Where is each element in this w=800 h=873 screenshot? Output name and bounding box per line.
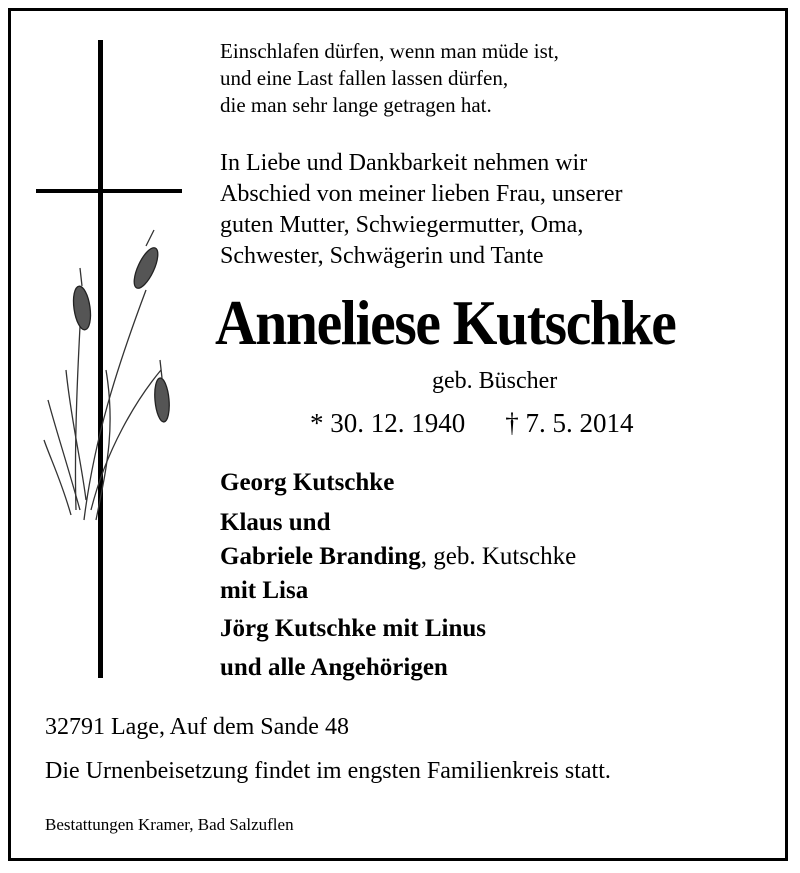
family-name-plain: , geb. Kutschke	[420, 543, 577, 570]
verse-line: Einschlafen dürfen, wenn man müde ist,	[220, 39, 559, 63]
verse	[220, 38, 559, 119]
family-line	[220, 542, 576, 572]
birth-name: geb. Büscher	[432, 368, 558, 394]
verse-line: die man sehr lange getragen hat.	[220, 93, 492, 117]
intro-text	[220, 148, 623, 272]
intro-line: Abschied von meiner lieben Frau, unserer	[220, 181, 623, 207]
life-dates	[310, 408, 634, 438]
cross-with-wheat	[36, 40, 186, 680]
address: 32791 Lage, Auf dem Sande 48	[45, 714, 349, 740]
birth-date: * 30. 12. 1940	[310, 408, 466, 438]
urn-notice: Die Urnenbeisetzung findet im engsten Familienkreis statt.	[45, 758, 611, 784]
deceased-name: Anneliese Kutschke	[215, 287, 676, 358]
cross-icon	[36, 40, 182, 678]
family-line: Klaus und	[220, 509, 331, 536]
verse-line: und eine Last fallen lassen dürfen,	[220, 66, 509, 90]
family-line: und alle Angehörigen	[220, 654, 448, 681]
family-name-bold: Gabriele Branding	[220, 543, 421, 570]
family-line: mit Lisa	[220, 577, 309, 604]
undertaker: Bestattungen Kramer, Bad Salzuflen	[45, 815, 294, 834]
family-line: Georg Kutschke	[220, 469, 395, 496]
death-date: † 7. 5. 2014	[505, 408, 634, 438]
wheat-icon	[44, 230, 171, 520]
family-line: Jörg Kutschke mit Linus	[220, 615, 487, 642]
intro-line: In Liebe und Dankbarkeit nehmen wir	[220, 150, 588, 176]
intro-line: Schwester, Schwägerin und Tante	[220, 243, 544, 269]
intro-line: guten Mutter, Schwiegermutter, Oma,	[220, 212, 584, 238]
